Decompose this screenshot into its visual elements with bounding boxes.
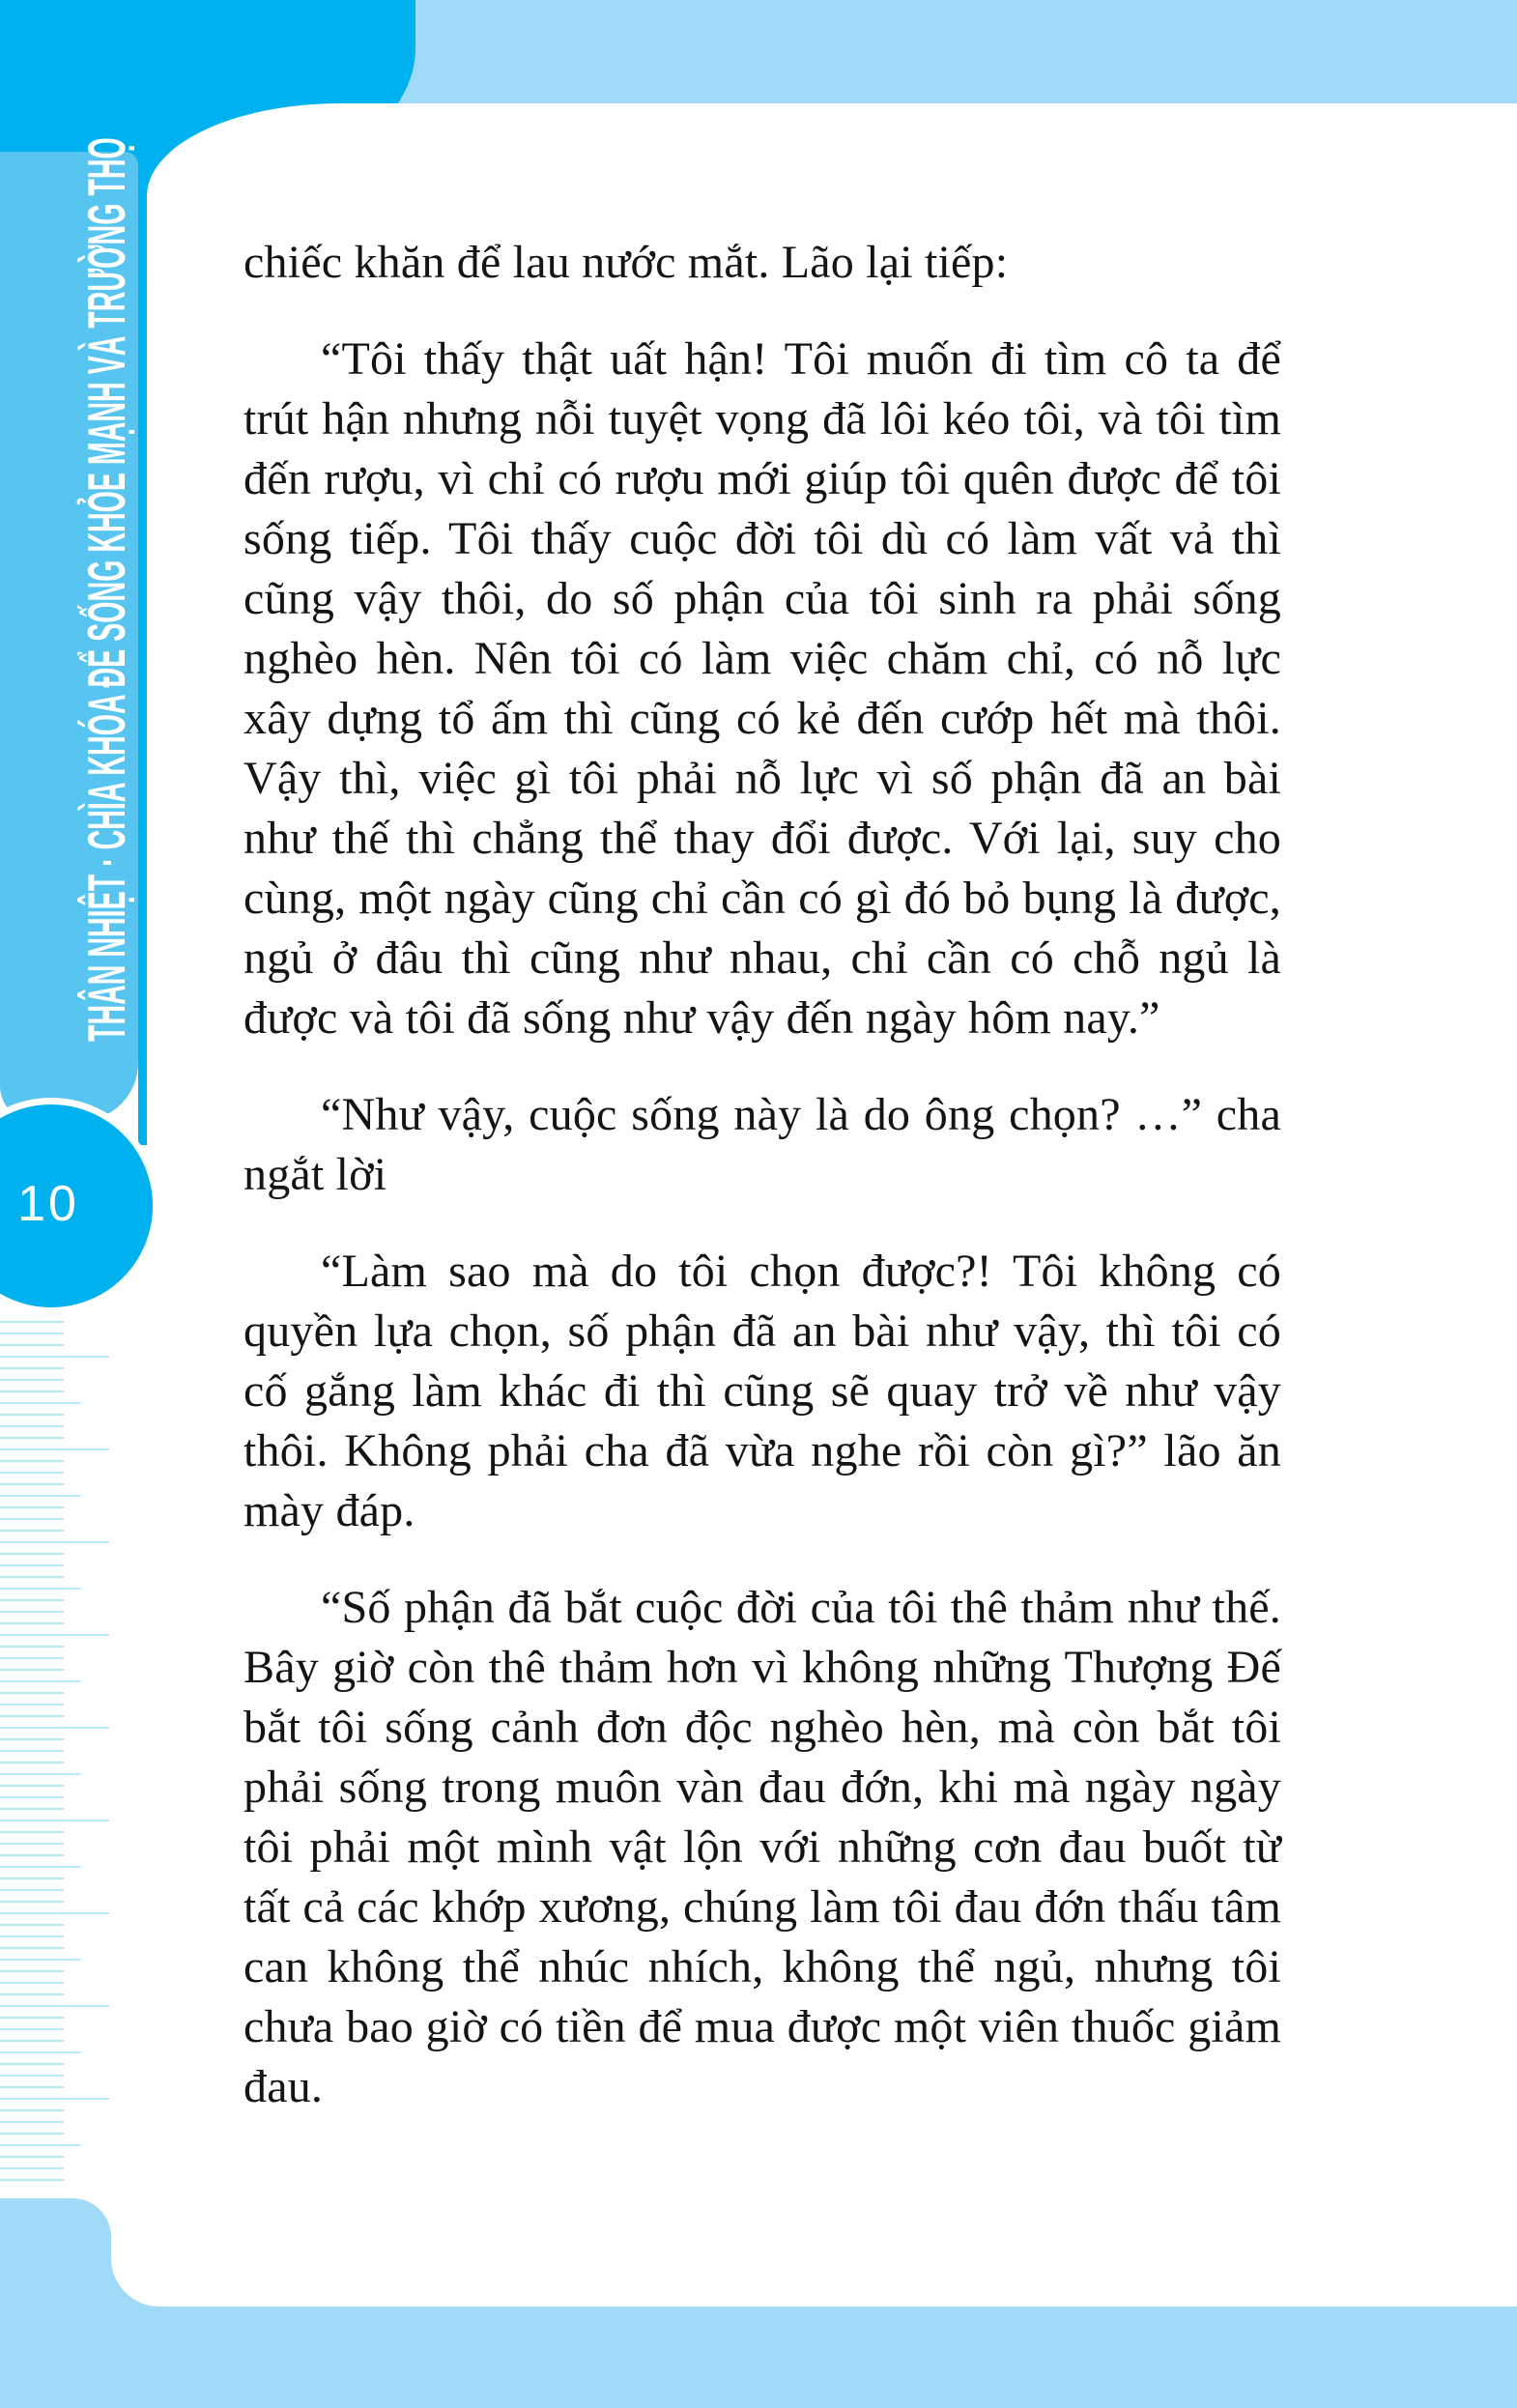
decorative-line: [0, 1982, 64, 1984]
decorative-line: [0, 1321, 64, 1323]
decorative-line: [0, 2051, 80, 2053]
decorative-line: [0, 1808, 64, 1810]
book-spine-title: THÂN NHIỆT · CHÌA KHÓA ĐỂ SỐNG KHỎE MẠNH VÀ TRƯỜNG THỌ: [76, 137, 136, 1042]
decorative-line: [0, 1889, 64, 1891]
bottom-band: [0, 2307, 1517, 2408]
decorative-line: [0, 2075, 64, 2077]
decorative-line: [0, 1750, 64, 1752]
decorative-line: [0, 1611, 64, 1613]
decorative-line: [0, 1518, 64, 1520]
decorative-line: [0, 2098, 109, 2100]
decorative-line: [0, 1564, 64, 1566]
decorative-line: [0, 2133, 64, 2135]
decorative-line: [0, 1785, 64, 1787]
decorative-line: [0, 1414, 64, 1416]
decorative-line: [0, 1993, 64, 1995]
decorative-line: [0, 1588, 80, 1590]
decorative-line: [0, 1796, 64, 1798]
decorative-line: [0, 2144, 80, 2146]
decorative-line: [0, 2005, 109, 2007]
decorative-line: [0, 1367, 64, 1369]
decorative-line: [0, 1924, 64, 1926]
decorative-line: [0, 1634, 109, 1636]
decorative-line: [0, 1935, 64, 1937]
decorative-line: [0, 2156, 64, 2158]
decorative-line: [0, 2040, 64, 2042]
decorative-line: [0, 1773, 80, 1775]
body-text: [243, 233, 1281, 2154]
paragraph: “Số phận đã bắt cuộc đời của tôi thê thảm như thế. Bây giờ còn thê thảm hơn vì không những Thượng Đế bắt tôi sống cảnh đơn độc nghèo hèn, mà còn bắt tôi phải sống trong muôn vàn đau đớn, khi mà ngày ngày tôi phải một mình vật lộn với những cơn đau buốt từ tất cả các khớp xương, chúng làm tôi đau đớn thấu tâm can không thể nhúc nhích, không thể ngủ, nhưng tôi chưa bao giờ có tiền để mua được một viên thuốc giảm đau.: [243, 1582, 1281, 2112]
decorative-line: [0, 1541, 109, 1543]
paragraph: “Làm sao mà do tôi chọn được?! Tôi không có quyền lựa chọn, số phận đã an bài như vậy, thì tôi có cố gắng làm khác đi thì cũng sẽ quay trở về như vậy thôi. Không phải cha đã vừa nghe rồi còn gì?” lão ăn mày đáp.: [243, 1246, 1281, 1536]
decorative-line: [0, 1622, 64, 1624]
decorative-line: [0, 2167, 64, 2169]
decorative-line: [0, 1866, 80, 1868]
page-number-badge: [0, 1098, 159, 1314]
decorative-line: [0, 2028, 64, 2030]
decorative-line: [0, 1727, 109, 1729]
decorative-line: [0, 2121, 64, 2123]
decorative-line: [0, 1379, 64, 1381]
decorative-line: [0, 1901, 64, 1903]
decorative-line: [0, 2179, 64, 2181]
decorative-line: [0, 1483, 64, 1485]
decorative-line: [0, 1472, 64, 1474]
decorative-line: [0, 1448, 109, 1450]
decorative-line: [0, 1738, 64, 1740]
decorative-line: [0, 1715, 64, 1717]
decorative-line: [0, 1762, 64, 1763]
decorative-line: [0, 1495, 80, 1497]
decorative-line: [0, 1553, 64, 1555]
decorative-line: [0, 2086, 64, 2088]
decorative-line: [0, 1333, 64, 1334]
page-number: 10: [17, 1176, 79, 1232]
decorative-line: [0, 1669, 64, 1671]
decorative-line: [0, 1704, 64, 1706]
decorative-line: [0, 1843, 64, 1845]
decorative-line: [0, 1460, 64, 1462]
decorative-line: [0, 1820, 109, 1821]
decorative-line: [0, 1437, 64, 1439]
paragraph: “Như vậy, cuộc sống này là do ông chọn? …” cha ngắt lời: [243, 1089, 1281, 1200]
decorative-line: [0, 1576, 64, 1578]
decorative-line: [0, 1970, 64, 1972]
paragraph: “Tôi thấy thật uất hận! Tôi muốn đi tìm cô ta để trút hận nhưng nỗi tuyệt vọng đã lôi kéo tôi, và tôi tìm đến rượu, vì chỉ có rượu mới giúp tôi quên được để tôi sống tiếp. Tôi thấy cuộc đời tôi dù có làm vất vả thì cũng vậy thôi, do số phận của tôi sinh ra phải sống nghèo hèn. Nên tôi có làm việc chăm chỉ, có nỗ lực xây dựng tổ ấm thì cũng có kẻ đến cướp hết mà thôi. Vậy thì, việc gì tôi phải nỗ lực vì số phận đã an bài như thế thì chẳng thể thay đổi được. Với lại, suy cho cùng, một ngày cũng chỉ cần có gì đó bỏ bụng là được, ngủ ở đâu thì cũng như nhau, chỉ cần có chỗ ngủ là được và tôi đã sống như vậy đến ngày hôm nay.”: [243, 333, 1281, 1044]
decorative-line: [0, 1344, 64, 1346]
decorative-line: [0, 1680, 80, 1682]
decorative-line: [0, 1657, 64, 1659]
decorative-line: [0, 1947, 64, 1949]
decorative-line: [0, 1425, 64, 1427]
decorative-line: [0, 2017, 64, 2019]
decorative-line: [0, 1530, 64, 1532]
paragraph: chiếc khăn để lau nước mắt. Lão lại tiếp:: [243, 237, 1009, 288]
decorative-rules: [0, 1321, 126, 2191]
decorative-line: [0, 2109, 64, 2111]
decorative-line: [0, 1506, 64, 1508]
decorative-line: [0, 1878, 64, 1879]
decorative-line: [0, 1831, 64, 1833]
decorative-line: [0, 1959, 80, 1961]
decorative-line: [0, 1402, 80, 1404]
decorative-line: [0, 1599, 64, 1601]
decorative-line: [0, 1390, 64, 1392]
decorative-line: [0, 1912, 109, 1914]
decorative-line: [0, 1692, 64, 1694]
decorative-line: [0, 1854, 64, 1856]
spine-edge-strip: [138, 152, 147, 1145]
decorative-line: [0, 2063, 64, 2065]
decorative-line: [0, 1356, 109, 1358]
decorative-line: [0, 1646, 64, 1648]
